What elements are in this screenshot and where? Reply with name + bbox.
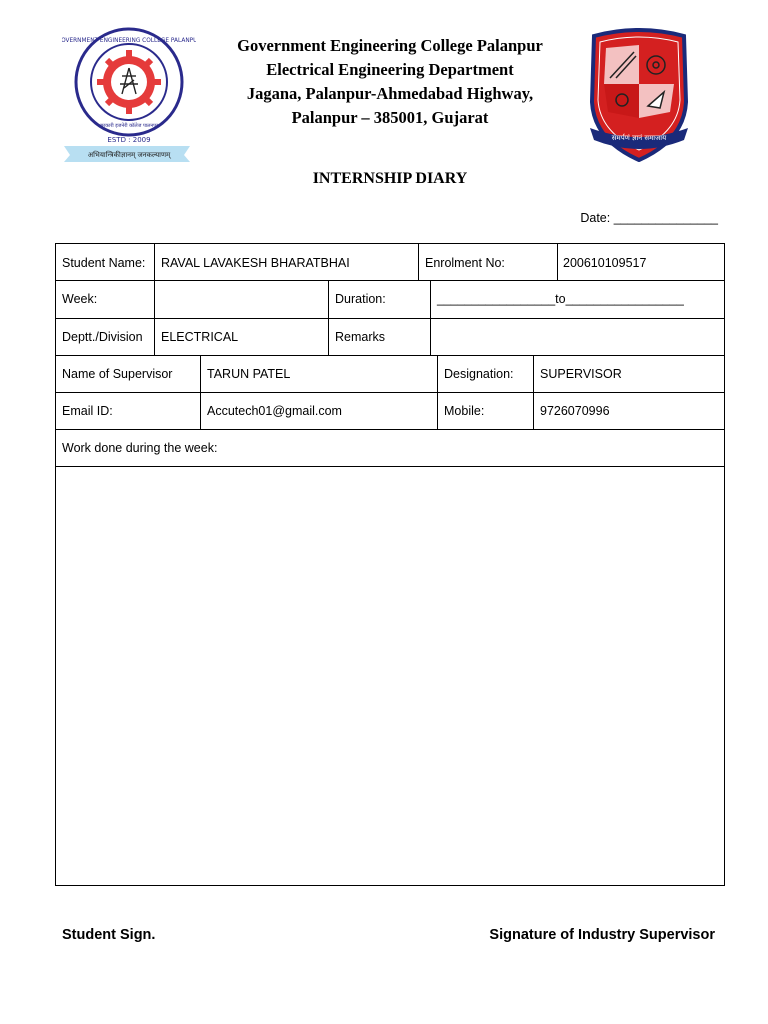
- row-divider: [55, 429, 725, 430]
- remarks-label: Remarks: [335, 330, 386, 344]
- city-pincode: Palanpur – 385001, Gujarat: [291, 108, 489, 127]
- col-divider: [154, 280, 155, 355]
- enrolment-label: Enrolment No:: [425, 256, 505, 270]
- logo-estd: ESTD : 2009: [107, 136, 151, 144]
- document-title: INTERNSHIP DIARY: [312, 170, 468, 187]
- date-field: Date: _______________: [580, 211, 718, 225]
- logo-ring-text: GOVERNMENT ENGINEERING COLLEGE PALANPUR: [62, 38, 196, 44]
- col-divider: [418, 243, 419, 280]
- work-done-label: Work done during the week:: [62, 441, 218, 455]
- dept-label: Deptt./Division: [62, 330, 143, 344]
- week-label: Week:: [62, 292, 98, 306]
- supervisor-value[interactable]: TARUN PATEL: [207, 367, 291, 381]
- student-signature: Student Sign.: [62, 927, 156, 943]
- supervisor-label: Name of Supervisor: [62, 367, 173, 381]
- row-divider: [55, 392, 725, 393]
- col-divider: [200, 355, 201, 429]
- designation-value[interactable]: SUPERVISOR: [540, 367, 622, 381]
- department-name: Electrical Engineering Department: [266, 60, 514, 79]
- col-divider: [437, 355, 438, 429]
- mobile-value[interactable]: 9726070996: [540, 404, 610, 418]
- col-divider: [154, 243, 155, 280]
- enrolment-value[interactable]: 200610109517: [563, 256, 647, 270]
- row-divider: [55, 318, 725, 319]
- duration-value[interactable]: _________________to_________________: [437, 292, 684, 306]
- student-name-value[interactable]: RAVAL LAVAKESH BHARATBHAI: [161, 256, 350, 270]
- col-divider: [430, 280, 431, 355]
- duration-label: Duration:: [335, 292, 386, 306]
- logo-motto: अभियान्त्रिकीज्ञानम् जनकल्याणम्: [87, 151, 171, 159]
- university-logo: [586, 28, 692, 162]
- address-line: Jagana, Palanpur-Ahmedabad Highway,: [246, 84, 534, 103]
- col-divider: [533, 355, 534, 429]
- col-divider: [328, 280, 329, 355]
- logo-ring-bottom: सरकारी इजनेरी कॉलेज पालनपुर: [99, 123, 159, 129]
- college-name: Government Engineering College Palanpur: [237, 36, 543, 55]
- industry-supervisor-signature: Signature of Industry Supervisor: [489, 927, 715, 943]
- dept-value[interactable]: ELECTRICAL: [161, 330, 239, 344]
- col-divider: [557, 243, 558, 280]
- college-logo: [62, 26, 196, 164]
- mobile-label: Mobile:: [444, 404, 485, 418]
- email-value[interactable]: Accutech01@gmail.com: [207, 404, 342, 418]
- student-name-label: Student Name:: [62, 256, 146, 270]
- row-divider: [55, 280, 725, 281]
- email-label: Email ID:: [62, 404, 113, 418]
- work-done-area[interactable]: [56, 467, 724, 885]
- designation-label: Designation:: [444, 367, 514, 381]
- university-motto: समर्पणं ज्ञानं समाजाय: [611, 134, 667, 142]
- row-divider: [55, 355, 725, 356]
